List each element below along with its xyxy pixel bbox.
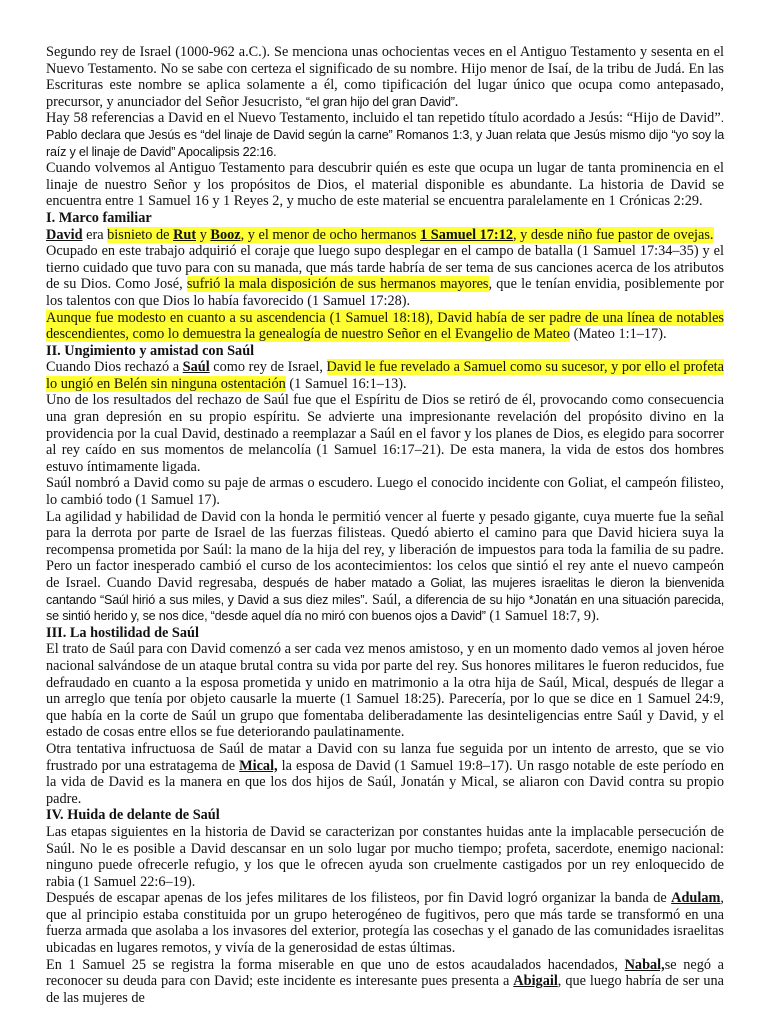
link-david: David xyxy=(46,226,83,243)
paragraph-mical: Otra tentativa infructuosa de Saúl de matar a David con su lanza fue seguida por un intento de arresto, que se vio frustrado por una estratagema de Mical, la esposa de David (1 Samuel 19:8–17). Un rasgo notable de este período en la vida de David es la manera en que los dos hijos de Saúl, Jonatán y Mical, se aliaron con David contra su propio padre. xyxy=(46,740,724,807)
heading-hostilidad: III. La hostilidad de Saúl xyxy=(46,624,199,641)
highlight-anointing: David le fue revelado a Samuel como su sucesor, y por ello el profeta lo ungió en Belén sin ninguna ostentación xyxy=(46,359,724,392)
paragraph-spirit: Uno de los resultados del rechazo de Saúl fue que el Espíritu de Dios se retiró de él, provocando como consecuencia una gran depresión en su propio espíritu. Se advierte una impresionante revelación del propósito divino en la providencia por la cual David, destinado a reemplazar a Saúl en el favor y los planes de Dios, es elegido para socorrer al rey caído en sus momentos de melancolía (1 Samuel 16:17–21). De esta manera, la vida de estos dos hombres estuvo íntimamente ligada. xyxy=(46,392,724,475)
paragraph-nabal: En 1 Samuel 25 se registra la forma miserable en que uno de estos acaudalados hacendados, Nabal,se negó a reconocer su deuda para con David; este incidente es interesante pues presenta a Abigail, que luego habría de ser una de las mujeres de xyxy=(46,956,725,1006)
link-rut: Rut xyxy=(173,226,197,243)
heading-huida: IV. Huida de delante de Saúl xyxy=(46,807,220,824)
highlight-genealogy: Aunque fue modesto en cuanto a su ascendencia (1 Samuel 18:18), David había de ser padre de una línea de notables descendientes, como lo demuestra la genealogía de nuestro Señor en el Evangelio de Mateo xyxy=(46,309,724,343)
reference-1-samuel-17-12: 1 Samuel 17:12 xyxy=(420,226,513,243)
quote-gran-hijo: “el gran hijo del gran David” xyxy=(305,94,455,109)
paragraph-goliath: Saúl nombró a David como su paje de armas o escudero. Luego el conocido incidente con Goliat, el campeón filisteo, lo cambió todo (1 Samuel 17). xyxy=(46,475,724,509)
link-mical: Mical, xyxy=(239,757,278,774)
link-booz: Booz xyxy=(210,226,241,243)
paragraph-anointing: Cuando Dios rechazó a Saúl como rey de Israel, David le fue revelado a Samuel como su sucesor, y por ello el profeta lo ungió en Belén sin ninguna ostentación (1 Samuel 16:1–13). xyxy=(46,359,724,392)
paragraph-shepherd: Ocupado en este trabajo adquirió el coraje que luego supo desplegar en el campo de batalla (1 Samuel 17:34–35) y el tierno cuidado que tuvo para con su manada, que más tarde habría de ser tema de sus canciones acerca de los atributos de su Dios. Como José, sufrió la mala disposición de sus hermanos mayores, que le tenían envidia, posiblemente por los talentos con que Dios lo había favorecido (1 Samuel 17:28). xyxy=(46,243,725,309)
paragraph-ot-material: Cuando volvemos al Antiguo Testamento para descubrir quién es este que ocupa un lugar de tanta prominencia en el linaje de nuestro Señor y los propósitos de Dios, el material disponible es abundante. La historia de David se encuentra entre 1 Samuel 16 y 1 Reyes 2, y mucho de este material se encuentra paralelamente en 1 Crónicas 2:29. xyxy=(46,160,724,210)
paragraph-adulam: Después de escapar apenas de los jefes militares de los filisteos, por fin David logró organizar la banda de Adulam, que al principio estaba constituida por un grupo heterogéneo de fugitivos, pero que más tarde se transformó en una fuerza armada que asolaba a los invasores del exterior, protegía las cosechas y el ganado de las comunidades israelitas ubicadas en lugares remotos, y vivía de la generosidad de estas últimas. xyxy=(46,890,724,957)
paragraph-sling: La agilidad y habilidad de David con la honda le permitió vencer al fuerte y pesado gigante, cuya muerte fue la señal para la derrota por parte de Israel de las fuerzas filisteas. Quedó abierto el camino para que David hiciera suya la recompensa prometida por Saúl: la mano de la hija del rey, y liberación de impuestos para toda la familia de su padre. Pero un factor inesperado cambió el curso de los acontecimientos: los celos que sintió el rey ante el nuevo campeón de Israel. Cuando David regresaba, después de haber matado a Goliat, las mujeres israelitas le dieron la bienvenida cantando “Saúl hirió a sus miles, y David a sus diez miles”. Saúl, a diferencia de su hijo *Jonatán en una situación parecida, se sintió herido y, se nos dice, “desde aquel día no miró con buenos ojos a David” (1 Samuel 18:7, 9). xyxy=(46,508,724,625)
highlight-brothers: sufrió la mala disposición de sus hermanos mayores xyxy=(186,276,489,293)
paragraph-david-lineage: David era bisnieto de Rut y Booz, y el menor de ocho hermanos 1 Samuel 17:12, y desde niño fue pastor de ovejas. xyxy=(46,226,714,243)
link-adulam: Adulam xyxy=(671,890,721,907)
link-saul: Saúl xyxy=(182,359,210,376)
heading-ungimiento: II. Ungimiento y amistad con Saúl xyxy=(46,342,255,359)
link-abigail: Abigail xyxy=(513,973,558,990)
paragraph-genealogy: Aunque fue modesto en cuanto a su ascendencia (1 Samuel 18:18), David había de ser padre de una línea de notables descendientes, como lo demuestra la genealogía de nuestro Señor en el Evangelio de Mateo (Mateo 1:1–17). xyxy=(46,309,724,343)
paragraph-intro: Segundo rey de Israel (1000-962 a.C.). Se menciona unas ochocientas veces en el Antiguo Testamento y sesenta en el Nuevo Testamento. No se sabe con certeza el significado de su nombre. Hijo menor de Isaí, de la tribu de Judá. En las Escrituras este nombre se aplica solamente a él, como tipificación del lugar único que ocupa como antepasado, precursor, y anunciador del Señor Jesucristo, “el gran hijo del gran David”. xyxy=(46,44,724,110)
link-nabal: Nabal, xyxy=(624,956,665,973)
paragraph-flight: Las etapas siguientes en la historia de David se caracterizan por constantes huidas ante la implacable persecución de Saúl. No le es posible a David descansar en un solo lugar por mucho tiempo; profeta, sacerdote, enemigo nacional: ninguno puede ofrecerle refugio, y los que le ofrecen ayuda son cruelmente castigados por un rey enloquecido de rabia (1 Samuel 22:6–19). xyxy=(46,823,724,890)
paragraph-nt-references: Hay 58 referencias a David en el Nuevo Testamento, incluido el tan repetido título acordado a Jesús: “Hijo de David”. Pablo declara que Jesús es “del linaje de David según la carne” Romanos 1:3, y Juan relata que Jesús mismo dijo “yo soy la raíz y el linaje de David” Apocalipsis 22:16. xyxy=(46,110,724,159)
paragraph-hostility: El trato de Saúl para con David comenzó a ser cada vez menos amistoso, y en un momento dado vemos al joven héroe nacional salvándose de un ataque brutal contra su vida por parte del rey. Sus honores militares le fueron reducidos, fue defraudado en cuanto a la esposa prometida y unido en matrimonio a la otra hija de Saúl, Mical, después de llegar a un arreglo que tenía por objeto causarle la muerte (1 Samuel 18:25). Parecería, por lo que se dice en 1 Samuel 24:9, que había en la corte de Saúl un grupo que fomentaba deliberadamente las desinteligencias entre Saúl y David, y el estado de cosas entre ellos se fue deteriorando paulatinamente. xyxy=(46,641,724,741)
heading-marco-familiar: I. Marco familiar xyxy=(46,209,152,226)
